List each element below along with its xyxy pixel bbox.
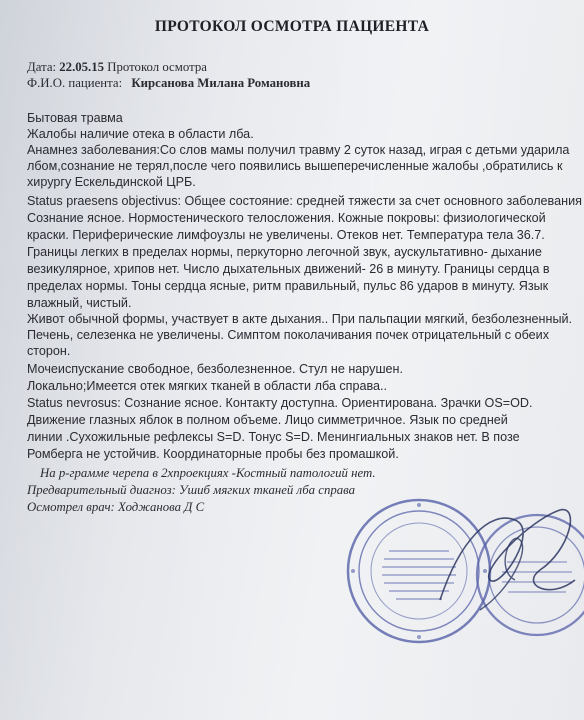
signature-icon <box>420 480 584 630</box>
body-line: краски. Периферические лимфоузлы не увеличены. Отеков нет. Температура тела 36.7. <box>27 228 545 242</box>
diagnosis-line: Предварительный диагноз: Ушиб мягких тканей лба справа <box>27 483 356 497</box>
date-label: Дата: <box>27 60 57 74</box>
body-line: пределах нормы. Тоны сердца ясные, ритм правильный, пульс 86 ударов в минуту. Язык <box>27 279 549 293</box>
body-line: Печень, селезенка не увеличены. Симптом поколачивания почек отрицательный с обеих <box>27 328 549 342</box>
date-suffix: Протокол осмотра <box>107 60 207 74</box>
body-line: Status nevrosus: Сознание ясное. Контакту доступна. Ориентирована. Зрачки OS=OD. <box>27 396 533 410</box>
patient-name: Кирсанова Милана Романовна <box>131 76 311 90</box>
body-line: Ромберга не устойчив. Координаторные пробы без промашкой. <box>27 447 399 461</box>
patient-label: Ф.И.О. пациента: <box>27 76 123 90</box>
body-line: сторон. <box>27 344 71 358</box>
body-line: Бытовая травма <box>27 111 123 125</box>
document-title: ПРОТОКОЛ ОСМОТРА ПАЦИЕНТА <box>154 18 430 35</box>
body-line: Локально;Имеется отек мягких тканей в области лба справа.. <box>27 379 388 393</box>
body-line: Анамнез заболевания:Со слов мамы получил травму 2 суток назад, играя с детьми ударила <box>27 143 570 157</box>
body-line: Status praesens objectivus: Общее состояние: средней тяжести за счет основного заболевания <box>27 194 582 208</box>
body-line: Жалобы наличие отека в области лба. <box>27 127 254 141</box>
body-line: хирургу Ескельдинской ЦРБ. <box>27 175 196 189</box>
body-line: Мочеиспускание свободное, безболезненное. Стул не нарушен. <box>27 362 404 376</box>
doctor-line: Осмотрел врач: Ходжанова Д С <box>27 500 205 514</box>
body-line: лбом,сознание не терял,после чего появились вышеперечисленные жалобы ,обратились к <box>27 159 563 173</box>
xray-line: На р-грамме черепа в 2хпроекциях -Костный патологий нет. <box>40 466 376 480</box>
body-line: Живот обычной формы, участвует в акте дыхания.. При пальпации мягкий, безболезненный. <box>27 312 573 326</box>
date-value: 22.05.15 <box>59 60 105 74</box>
body-line: Движение глазных яблок в полном объеме. Лицо симметричное. Язык по средней <box>27 413 508 427</box>
date-row <box>27 60 207 75</box>
body-line: линии .Сухожильные рефлексы S=D. Тонус S=D. Менингиальных знаков нет. В позе <box>27 430 520 444</box>
body-line: влажный, чистый. <box>27 296 132 310</box>
patient-row <box>27 76 310 91</box>
body-line: везикулярное, хрипов нет. Число дыхательных движений- 26 в минуту. Границы сердца в <box>27 262 550 276</box>
body-line: Сознание ясное. Нормостенического телосложения. Кожные покровы: физиологической <box>27 211 546 225</box>
body-line: Границы легких в пределах нормы, перкуторно легочной звук, аускультативно- дыхание <box>27 245 542 259</box>
